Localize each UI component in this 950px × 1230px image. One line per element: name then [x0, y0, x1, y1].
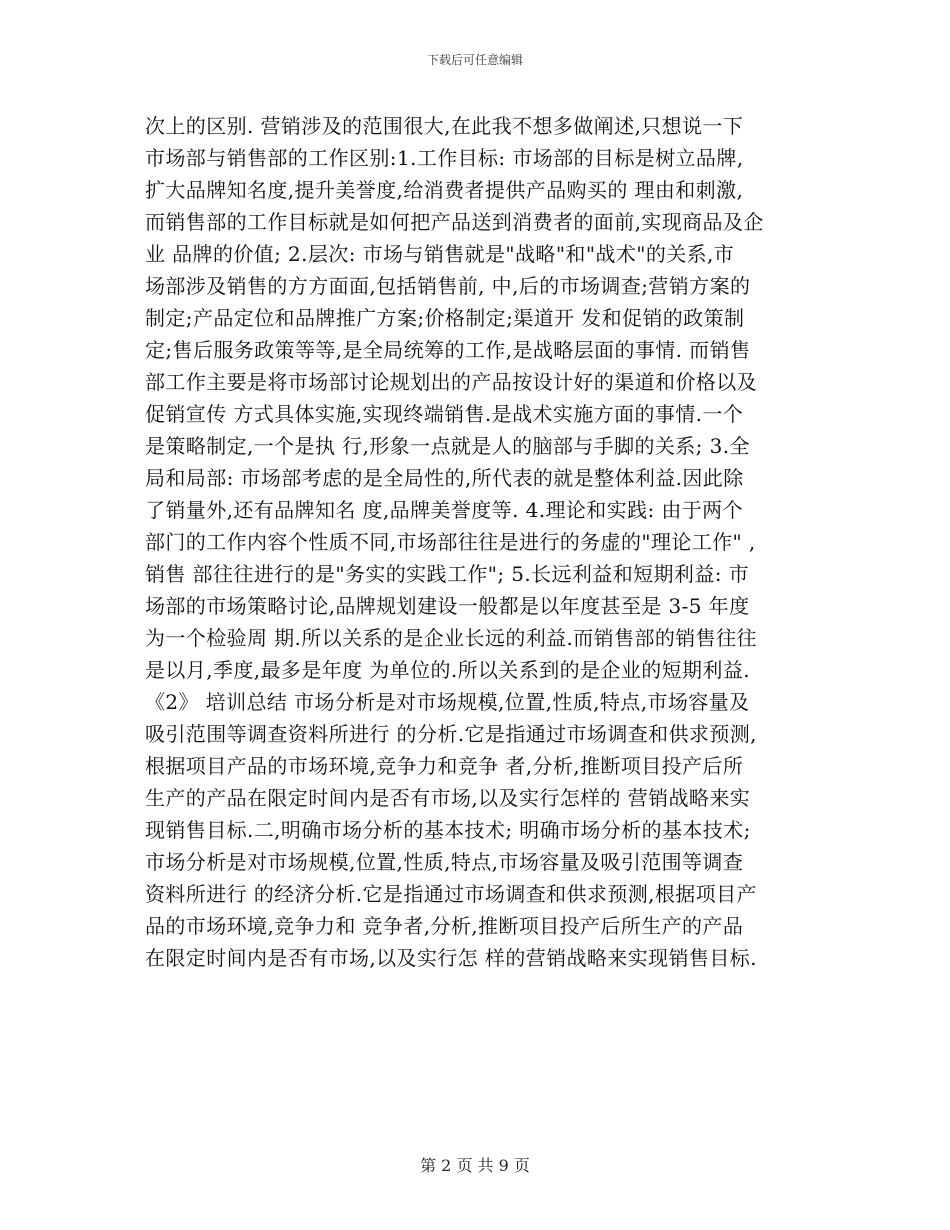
text-line: 次上的区别. 营销涉及的范围很大,在此我不想多做阐述,只想说一下 — [145, 114, 744, 138]
text-line: 场部涉及销售的方方面面,包括销售前, 中,后的市场调查;营销方案的 — [145, 274, 751, 298]
text-line: 而销售部的工作目标就是如何把产品送到消费者的面前,实现商品及企 — [145, 210, 764, 234]
text-line: 销售 部往往进行的是"务实的实践工作"; 5.长远利益和短期利益: 市 — [145, 562, 750, 586]
text-line: 品的市场环境,竞争力和 竞争者,分析,推断项目投产后所生产的产品 — [145, 914, 744, 938]
text-line: 促销宣传 方式具体实施,实现终端销售.是战术实施方面的事情.一个 — [145, 402, 744, 426]
text-line: 现销售目标.二,明确市场分析的基本技术; 明确市场分析的基本技术; — [145, 818, 751, 842]
document-body — [145, 110, 810, 974]
text-line: 《2》 培训总结 市场分析是对市场规模,位置,性质,特点,市场容量及 — [145, 690, 750, 714]
text-line: 了销量外,还有品牌知名 度,品牌美誉度等. 4.理论和实践: 由于两个 — [145, 498, 743, 522]
text-line: 扩大品牌知名度,提升美誉度,给消费者提供产品购买的 理由和刺激, — [145, 178, 744, 202]
text-line: 在限定时间内是否有市场,以及实行怎 样的营销战略来实现销售目标. — [145, 946, 757, 970]
text-line: 是以月,季度,最多是年度 为单位的.所以关系到的是企业的短期利益. — [145, 658, 750, 682]
page-header — [0, 52, 950, 68]
text-line: 市场分析是对市场规模,位置,性质,特点,市场容量及吸引范围等调查 — [145, 850, 744, 874]
text-line: 局和局部: 市场部考虑的是全局性的,所代表的就是整体利益.因此除 — [145, 466, 744, 490]
text-line: 为一个检验周 期.所以关系的是企业长远的利益.而销售部的销售往往 — [145, 626, 757, 650]
text-line: 生产的产品在限定时间内是否有市场,以及实行怎样的 营销战略来实 — [145, 786, 751, 810]
page-number: 第 2 页 共 9 页 — [420, 1156, 530, 1175]
text-line: 部门的工作内容个性质不同,市场部往往是进行的务虚的"理论工作" , — [145, 530, 756, 554]
text-line: 吸引范围等调查资料所进行 的分析.它是指通过市场调查和供求预测, — [145, 722, 757, 746]
page-footer — [0, 1156, 950, 1176]
text-line: 根据项目产品的市场环境,竞争力和竞争 者,分析,推断项目投产后所 — [145, 754, 744, 778]
text-line: 资料所进行 的经济分析.它是指通过市场调查和供求预测,根据项目产 — [145, 882, 757, 906]
text-line: 是策略制定,一个是执 行,形象一点就是人的脑部与手脚的关系; 3.全 — [145, 434, 750, 458]
text-line: 市场部与销售部的工作区别:1.工作目标: 市场部的目标是树立品牌, — [145, 146, 744, 170]
text-line: 制定;产品定位和品牌推广方案;价格制定;渠道开 发和促销的政策制 — [145, 306, 745, 330]
header-note: 下载后可任意编辑 — [426, 53, 523, 67]
text-line: 部工作主要是将市场部讨论规划出的产品按设计好的渠道和价格以及 — [145, 370, 757, 394]
text-line: 场部的市场策略讨论,品牌规划建设一般都是以年度甚至是 3-5 年度 — [145, 594, 750, 618]
text-line: 业 品牌的价值; 2.层次: 市场与销售就是"战略"和"战术"的关系,市 — [145, 242, 735, 266]
text-line: 定;售后服务政策等等,是全局统筹的工作,是战略层面的事情. 而销售 — [145, 338, 751, 362]
